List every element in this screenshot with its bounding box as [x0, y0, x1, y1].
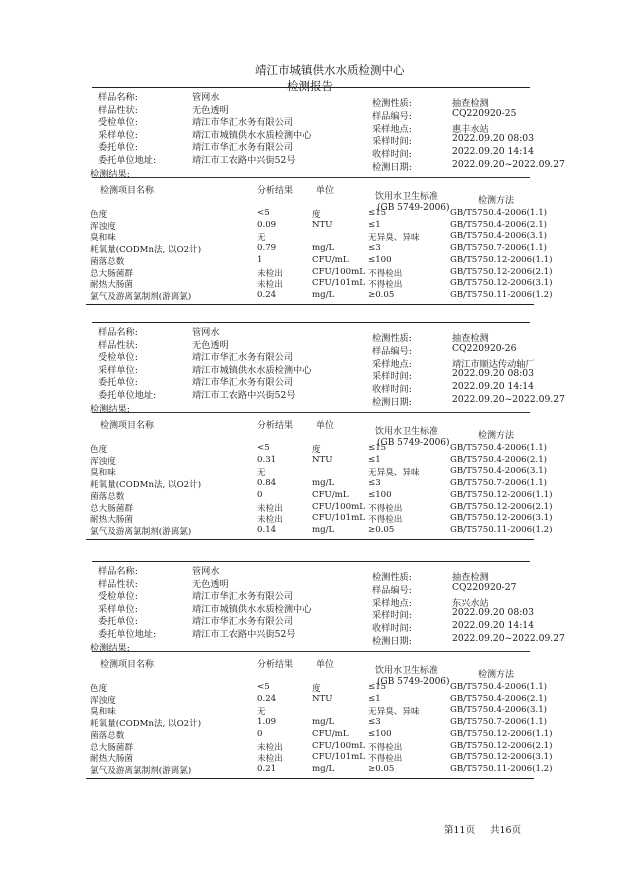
sampling-location-label: 采样地点: — [372, 597, 412, 609]
table-row-result: 无 — [257, 233, 266, 244]
table-row-result: 无 — [257, 468, 266, 479]
table-row-item: 耗氧量(CODMn法, 以O2计) — [90, 245, 202, 256]
client-unit-label: 委托单位: — [98, 377, 138, 388]
sample-no-value: CQ220920-26 — [452, 342, 517, 354]
table-row-method: GB/T5750.12-2006(1.1) — [450, 489, 553, 500]
table-row-standard: 无异臭、异味 — [368, 468, 420, 479]
receive-time-value: 2022.09.20 14:14 — [452, 381, 535, 393]
receive-time-value: 2022.09.20 14:14 — [452, 146, 535, 158]
table-row-item: 色度 — [90, 210, 108, 220]
receive-time-label: 收样时间: — [372, 384, 412, 396]
inspected-unit-label: 受检单位: — [98, 117, 138, 128]
sampling-location-label: 采样地点: — [372, 358, 412, 370]
test-date-label: 检测日期: — [372, 397, 412, 408]
block-bottom-rule — [86, 539, 534, 540]
table-row-item: 浑浊度 — [90, 456, 116, 467]
table-row-item: 耗氧量(CODMn法, 以O2计) — [90, 719, 202, 730]
inspected-unit-value: 靖江市华汇水务有限公司 — [192, 591, 294, 602]
table-row-standard: 无异臭、异味 — [368, 707, 420, 718]
table-row-result: 0.24 — [257, 289, 277, 300]
sample-property-label: 样品性状: — [98, 578, 138, 590]
table-row-unit: CFU/100mL — [312, 740, 365, 751]
test-date-value: 2022.09.20~2022.09.27 — [452, 159, 565, 170]
table-row-result: <5 — [257, 682, 270, 692]
sample-no-value: CQ220920-25 — [452, 107, 517, 119]
client-unit-value: 靖江市华汇水务有限公司 — [192, 616, 294, 627]
table-row-unit: mg/L — [312, 289, 335, 300]
table-row-method: GB/T5750.11-2006(1.2) — [450, 289, 553, 300]
table-row-unit: CFU/mL — [312, 489, 349, 500]
table-row-item: 臭和味 — [90, 468, 116, 479]
inspected-unit-label: 受检单位: — [98, 591, 138, 602]
table-row-method: GB/T5750.7-2006(1.1) — [450, 478, 548, 489]
table-row-method: GB/T5750.12-2006(1.1) — [450, 254, 553, 265]
table-row-method: GB/T5750.4-2006(2.1) — [450, 693, 548, 704]
col-unit-header: 单位 — [316, 421, 335, 431]
table-row-method: GB/T5750.12-2006(2.1) — [450, 266, 553, 277]
table-row-method: GB/T5750.4-2006(3.1) — [450, 231, 548, 242]
table-row-item: 氯气及游离氯制剂(游离氯) — [90, 765, 192, 776]
table-row-standard: 不得检出 — [368, 754, 403, 765]
table-row-result: 未检出 — [257, 503, 283, 514]
sample-no-label: 样品编号: — [372, 345, 412, 357]
sample-name-value: 管网水 — [192, 92, 220, 103]
sampling-unit-label: 采样单位: — [98, 129, 138, 141]
table-row-result: 0.24 — [257, 693, 277, 704]
client-unit-label: 委托单位: — [98, 142, 138, 153]
test-nature-label: 检测性质: — [372, 572, 412, 583]
sampling-time-value: 2022.09.20 08:03 — [452, 607, 535, 619]
table-row-method: GB/T5750.12-2006(3.1) — [450, 278, 553, 289]
table-row-result: 未检出 — [257, 268, 283, 279]
client-unit-value: 靖江市华汇水务有限公司 — [192, 142, 294, 153]
results-label: 检测结果: — [90, 169, 130, 180]
client-address-label: 委托单位地址: — [98, 154, 157, 166]
sample-property-value: 无色透明 — [192, 104, 229, 116]
table-row-item: 氯气及游离氯制剂(游离氯) — [90, 291, 192, 302]
table-row-standard: ≥0.05 — [368, 763, 395, 774]
table-row-item: 总大肠菌群 — [90, 268, 133, 279]
table-row-unit: CFU/101mL — [312, 513, 365, 524]
table-row-item: 总大肠菌群 — [90, 503, 133, 514]
table-row-standard: ≥0.05 — [368, 524, 395, 535]
table-row-result: 0.09 — [257, 219, 277, 230]
table-row-unit: 度 — [312, 210, 321, 220]
table-row-result: 0 — [257, 728, 263, 739]
table-row-item: 氯气及游离氯制剂(游离氯) — [90, 526, 192, 537]
sample-property-label: 样品性状: — [98, 104, 138, 116]
sampling-unit-label: 采样单位: — [98, 364, 138, 376]
col-method-header: 检测方法 — [478, 431, 515, 441]
sampling-location-value: 东兴水站 — [452, 597, 489, 609]
table-row-result: 1.09 — [257, 717, 277, 728]
table-row-item: 总大肠菌群 — [90, 742, 133, 753]
client-address-label: 委托单位地址: — [98, 628, 157, 640]
table-row-method: GB/T5750.4-2006(3.1) — [450, 466, 548, 477]
block-bottom-rule — [86, 304, 534, 305]
client-address-value: 靖江市工农路中兴街52号 — [192, 389, 296, 401]
sampling-unit-value: 靖江市城镇供水水质检测中心 — [192, 364, 312, 376]
col-method-header: 检测方法 — [478, 196, 515, 206]
report-subtitle: 检测报告 — [287, 79, 333, 93]
table-row-standard: 不得检出 — [368, 280, 403, 291]
table-row-item: 菌落总数 — [90, 730, 125, 741]
table-row-result: 无 — [257, 707, 266, 718]
table-row-method: GB/T5750.12-2006(2.1) — [450, 501, 553, 512]
results-rule — [92, 177, 530, 178]
inspected-unit-label: 受检单位: — [98, 352, 138, 363]
col-item-header: 检测项目名称 — [100, 421, 155, 431]
test-date-label: 检测日期: — [372, 636, 412, 647]
table-row-unit: NTU — [312, 219, 333, 230]
inspected-unit-value: 靖江市华汇水务有限公司 — [192, 352, 294, 363]
table-row-result: <5 — [257, 208, 270, 218]
sample-no-value: CQ220920-27 — [452, 581, 517, 593]
table-row-unit: 度 — [312, 445, 321, 455]
table-row-result: 0.14 — [257, 524, 277, 535]
block-top-rule — [92, 87, 530, 88]
table-row-item: 耐热大肠菌 — [90, 280, 133, 291]
sample-no-label: 样品编号: — [372, 110, 412, 122]
table-row-method: GB/T5750.12-2006(3.1) — [450, 513, 553, 524]
table-row-standard: ≤15 — [368, 443, 387, 453]
table-row-method: GB/T5750.11-2006(1.2) — [450, 763, 553, 774]
test-date-value: 2022.09.20~2022.09.27 — [452, 633, 565, 644]
table-row-standard: ≤1 — [368, 219, 381, 230]
client-unit-value: 靖江市华汇水务有限公司 — [192, 377, 294, 388]
table-row-unit: mg/L — [312, 717, 335, 728]
col-result-header: 分析结果 — [257, 660, 294, 670]
test-nature-label: 检测性质: — [372, 333, 412, 344]
results-rule — [92, 651, 530, 652]
client-address-value: 靖江市工农路中兴街52号 — [192, 628, 296, 640]
table-row-item: 耐热大肠菌 — [90, 515, 133, 526]
report-title: 靖江市城镇供水水质检测中心 — [255, 63, 405, 77]
sample-no-label: 样品编号: — [372, 584, 412, 596]
table-row-item: 菌落总数 — [90, 256, 125, 267]
sampling-unit-label: 采样单位: — [98, 603, 138, 615]
col-standard-header: 饮用水卫生标准 — [375, 427, 439, 437]
block-bottom-rule — [86, 778, 534, 779]
table-row-unit: mg/L — [312, 243, 335, 254]
inspected-unit-value: 靖江市华汇水务有限公司 — [192, 117, 294, 128]
receive-time-label: 收样时间: — [372, 149, 412, 161]
table-row-item: 耗氧量(CODMn法, 以O2计) — [90, 480, 202, 491]
col-item-header: 检测项目名称 — [100, 660, 155, 670]
sampling-time-value: 2022.09.20 08:03 — [452, 368, 535, 380]
table-row-result: 未检出 — [257, 280, 283, 291]
sampling-time-label: 采样时间: — [372, 610, 412, 622]
sampling-location-value: 惠丰水站 — [452, 123, 489, 135]
table-row-result: 未检出 — [257, 754, 283, 765]
table-row-unit: mg/L — [312, 763, 335, 774]
block-top-rule — [92, 561, 530, 562]
table-row-result: 0 — [257, 489, 263, 500]
table-row-standard: ≤15 — [368, 208, 387, 218]
test-nature-value: 抽查检测 — [452, 572, 489, 583]
table-row-method: GB/T5750.4-2006(1.1) — [450, 443, 548, 453]
col-standard-gb: (GB 5749-2006) — [377, 438, 450, 448]
table-row-standard: ≤100 — [368, 489, 392, 500]
block-top-rule — [92, 322, 530, 323]
sample-property-value: 无色透明 — [192, 578, 229, 590]
sample-name-label: 样品名称: — [98, 327, 138, 338]
col-standard-header: 饮用水卫生标准 — [375, 192, 439, 202]
col-result-header: 分析结果 — [257, 186, 294, 196]
table-row-result: 未检出 — [257, 515, 283, 526]
sampling-time-value: 2022.09.20 08:03 — [452, 133, 535, 145]
test-nature-value: 抽查检测 — [452, 98, 489, 109]
table-row-unit: mg/L — [312, 524, 335, 535]
receive-time-label: 收样时间: — [372, 623, 412, 635]
page-number: 第11页 — [444, 825, 476, 836]
sample-property-value: 无色透明 — [192, 339, 229, 351]
table-row-standard: ≤1 — [368, 693, 381, 704]
page-total: 共16页 — [490, 825, 522, 836]
col-unit-header: 单位 — [316, 660, 335, 670]
results-rule — [92, 412, 530, 413]
table-row-standard: ≤3 — [368, 478, 381, 489]
table-row-result: 0.31 — [257, 454, 277, 465]
table-row-item: 色度 — [90, 684, 108, 694]
table-row-standard: 不得检出 — [368, 515, 403, 526]
col-result-header: 分析结果 — [257, 421, 294, 431]
table-row-method: GB/T5750.12-2006(3.1) — [450, 752, 553, 763]
test-nature-value: 抽查检测 — [452, 333, 489, 344]
sampling-unit-value: 靖江市城镇供水水质检测中心 — [192, 603, 312, 615]
col-item-header: 检测项目名称 — [100, 186, 155, 196]
table-row-unit: CFU/101mL — [312, 278, 365, 289]
table-row-method: GB/T5750.7-2006(1.1) — [450, 243, 548, 254]
table-row-result: 未检出 — [257, 742, 283, 753]
sample-property-label: 样品性状: — [98, 339, 138, 351]
table-row-unit: CFU/mL — [312, 254, 349, 265]
table-row-method: GB/T5750.12-2006(1.1) — [450, 728, 553, 739]
table-row-method: GB/T5750.4-2006(3.1) — [450, 705, 548, 716]
col-standard-gb: (GB 5749-2006) — [377, 677, 450, 687]
client-address-label: 委托单位地址: — [98, 389, 157, 401]
table-row-result: 0.84 — [257, 478, 277, 489]
table-row-standard: 不得检出 — [368, 268, 403, 279]
col-standard-gb: (GB 5749-2006) — [377, 203, 450, 213]
table-row-unit: CFU/101mL — [312, 752, 365, 763]
sampling-unit-value: 靖江市城镇供水水质检测中心 — [192, 129, 312, 141]
table-row-item: 浑浊度 — [90, 221, 116, 232]
table-row-standard: 不得检出 — [368, 742, 403, 753]
table-row-standard: ≤3 — [368, 717, 381, 728]
table-row-method: GB/T5750.11-2006(1.2) — [450, 524, 553, 535]
table-row-method: GB/T5750.12-2006(2.1) — [450, 740, 553, 751]
col-standard-header: 饮用水卫生标准 — [375, 666, 439, 676]
table-row-standard: ≥0.05 — [368, 289, 395, 300]
table-row-standard: 无异臭、异味 — [368, 233, 420, 244]
table-row-standard: ≤15 — [368, 682, 387, 692]
test-nature-label: 检测性质: — [372, 98, 412, 109]
table-row-result: 0.21 — [257, 763, 277, 774]
sample-name-value: 管网水 — [192, 327, 220, 338]
table-row-standard: ≤1 — [368, 454, 381, 465]
table-row-item: 色度 — [90, 445, 108, 455]
table-row-method: GB/T5750.4-2006(1.1) — [450, 682, 548, 692]
receive-time-value: 2022.09.20 14:14 — [452, 620, 535, 632]
table-row-method: GB/T5750.4-2006(1.1) — [450, 208, 548, 218]
client-address-value: 靖江市工农路中兴街52号 — [192, 154, 296, 166]
table-row-unit: NTU — [312, 693, 333, 704]
col-method-header: 检测方法 — [478, 670, 515, 680]
table-row-item: 臭和味 — [90, 707, 116, 718]
table-row-standard: ≤100 — [368, 254, 392, 265]
table-row-item: 耐热大肠菌 — [90, 754, 133, 765]
table-row-unit: CFU/100mL — [312, 501, 365, 512]
results-label: 检测结果: — [90, 643, 130, 654]
table-row-result: <5 — [257, 443, 270, 453]
table-row-unit: CFU/mL — [312, 728, 349, 739]
sample-name-label: 样品名称: — [98, 566, 138, 577]
table-row-method: GB/T5750.7-2006(1.1) — [450, 717, 548, 728]
test-date-value: 2022.09.20~2022.09.27 — [452, 394, 565, 405]
table-row-unit: CFU/100mL — [312, 266, 365, 277]
table-row-item: 菌落总数 — [90, 491, 125, 502]
table-row-item: 浑浊度 — [90, 695, 116, 706]
table-row-method: GB/T5750.4-2006(2.1) — [450, 454, 548, 465]
table-row-unit: 度 — [312, 684, 321, 694]
sampling-location-value: 靖江市顺达传动轴厂 — [452, 358, 535, 370]
table-row-unit: NTU — [312, 454, 333, 465]
col-unit-header: 单位 — [316, 186, 335, 196]
table-row-standard: ≤100 — [368, 728, 392, 739]
table-row-standard: 不得检出 — [368, 503, 403, 514]
table-row-unit: mg/L — [312, 478, 335, 489]
table-row-result: 1 — [257, 254, 263, 265]
table-row-item: 臭和味 — [90, 233, 116, 244]
results-label: 检测结果: — [90, 404, 130, 415]
sample-name-label: 样品名称: — [98, 92, 138, 103]
table-row-method: GB/T5750.4-2006(2.1) — [450, 219, 548, 230]
table-row-result: 0.79 — [257, 243, 277, 254]
client-unit-label: 委托单位: — [98, 616, 138, 627]
sampling-location-label: 采样地点: — [372, 123, 412, 135]
sampling-time-label: 采样时间: — [372, 371, 412, 383]
sampling-time-label: 采样时间: — [372, 136, 412, 148]
sample-name-value: 管网水 — [192, 566, 220, 577]
test-date-label: 检测日期: — [372, 162, 412, 173]
table-row-standard: ≤3 — [368, 243, 381, 254]
